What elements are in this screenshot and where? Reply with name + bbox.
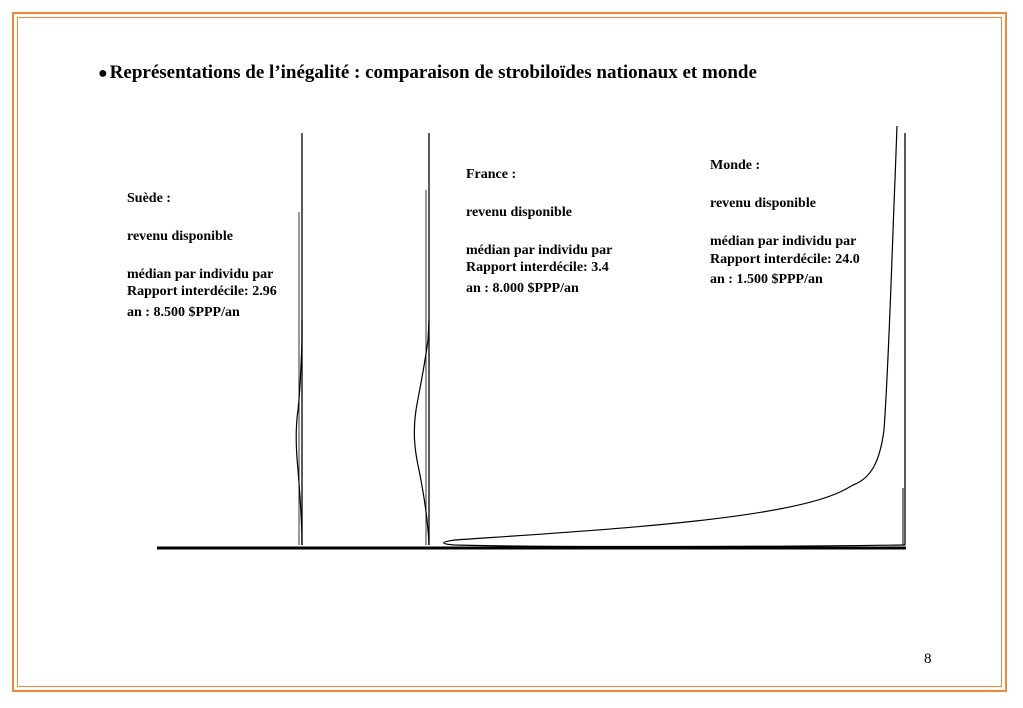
monde-ratio: Rapport interdécile: 24.0 xyxy=(710,252,860,267)
france-line-3: an : 8.000 $PPP/an xyxy=(466,281,579,296)
suede-heading: Suède : xyxy=(127,191,171,206)
monde-distribution-curve xyxy=(444,126,905,547)
title-bullet: ● xyxy=(98,65,108,82)
title-text: Représentations de l’inégalité : comparaison de strobiloïdes nationaux et monde xyxy=(109,62,757,83)
france-line-1: revenu disponible xyxy=(466,205,572,220)
france-distribution-curve xyxy=(414,320,429,545)
monde-line-1: revenu disponible xyxy=(710,196,816,211)
suede-line-2: médian par individu par xyxy=(127,267,274,282)
france-line-2: médian par individu par xyxy=(466,243,613,258)
page-number: 8 xyxy=(924,651,932,667)
monde-line-2: médian par individu par xyxy=(710,234,857,249)
suede-ratio: Rapport interdécile: 2.96 xyxy=(127,284,277,299)
monde-line-3: an : 1.500 $PPP/an xyxy=(710,272,823,287)
suede-line-3: an : 8.500 $PPP/an xyxy=(127,305,240,320)
france-heading: France : xyxy=(466,167,517,182)
france-ratio: Rapport interdécile: 3.4 xyxy=(466,260,609,275)
suede-line-1: revenu disponible xyxy=(127,229,233,244)
monde-heading: Monde : xyxy=(710,158,761,173)
